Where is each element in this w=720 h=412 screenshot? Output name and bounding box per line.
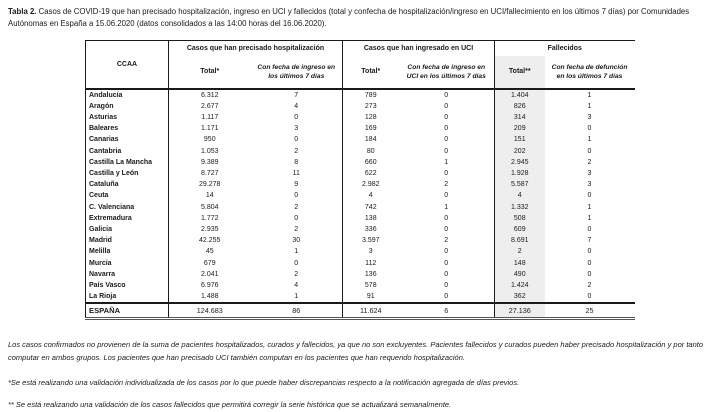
table-row — [86, 123, 635, 134]
value-cell: 789 — [364, 91, 377, 99]
table-row — [86, 168, 635, 179]
value-cell: 336 — [364, 225, 377, 233]
value-cell: 1.772 — [200, 214, 219, 222]
value-cell: 1.117 — [201, 113, 219, 121]
value-cell: 209 — [495, 123, 545, 134]
ccaa-cell: Baleares — [86, 123, 169, 134]
value-cell: 5.804 — [200, 203, 219, 211]
value-cell: 4 — [251, 280, 343, 291]
table-row — [86, 213, 635, 224]
value-cell: 9.389 — [200, 158, 219, 166]
value-cell: 5.587 — [495, 179, 545, 190]
ccaa-cell: Galicia — [86, 224, 169, 235]
footnote-double-asterisk: ** Se está realizando una validación de los casos fallecidos que permitirá corregir la serie histórica que se actualizará semanalmente. — [8, 400, 452, 409]
value-cell: 1 — [251, 246, 343, 257]
value-cell: 45 — [205, 248, 214, 256]
total-row — [86, 303, 635, 318]
value-cell: 362 — [495, 291, 545, 303]
value-cell: 2 — [251, 269, 343, 280]
caption-text: Casos de COVID-19 que han precisado hospitalización, ingreso en UCI y fallecidos (total y confecha de hospitalización/ingreso en UCI/fallecimiento en los últimos 7 días) por Comunidades Autónomas en España a 15.06.2020 (datos consolidados a las 14:00 horas del 16.06.2020). — [8, 7, 690, 28]
section-header-hospitalization: Casos que han precisado hospitalización — [169, 41, 343, 56]
value-cell: 2.677 — [200, 102, 219, 110]
subheader-deaths-last7days: Con fecha de defunción en los últimos 7 días — [545, 56, 635, 89]
value-cell: 9 — [251, 179, 343, 190]
value-cell: 314 — [495, 112, 545, 123]
value-cell: 0 — [587, 270, 592, 278]
table-row — [86, 101, 635, 112]
value-cell: 2 — [587, 158, 592, 166]
value-cell: 112 — [365, 259, 377, 267]
ccaa-cell: Aragón — [86, 101, 169, 112]
table-row — [86, 146, 635, 157]
table-row — [86, 269, 635, 280]
value-cell: 660 — [364, 158, 377, 166]
value-cell: 11.624 — [343, 303, 399, 318]
value-cell: 0 — [399, 89, 495, 101]
value-cell: 1 — [587, 214, 592, 222]
table-row — [86, 202, 635, 213]
header-ccaa: CCAA — [86, 41, 169, 89]
value-cell: 128 — [364, 113, 377, 121]
value-cell: 2 — [251, 224, 343, 235]
value-cell: 0 — [399, 123, 495, 134]
subheader-icu-total: Total* — [343, 56, 399, 89]
value-cell: 742 — [364, 203, 377, 211]
value-cell: 4 — [495, 190, 545, 201]
ccaa-cell: Extremadura — [86, 213, 169, 224]
ccaa-cell: C. Valenciana — [86, 202, 169, 213]
ccaa-cell: Navarra — [86, 269, 169, 280]
value-cell: 0 — [587, 192, 592, 200]
subheader-icu-last7days: Con fecha de ingreso en UCI en los últimos 7 días — [399, 56, 495, 89]
table-row — [86, 112, 635, 123]
value-cell: 1.404 — [495, 89, 545, 101]
value-cell: 124.683 — [169, 303, 251, 318]
value-cell: 609 — [495, 224, 545, 235]
value-cell: 1 — [399, 157, 495, 168]
value-cell: 1.332 — [495, 202, 545, 213]
value-cell: 2.945 — [495, 157, 545, 168]
value-cell: 0 — [399, 291, 495, 303]
ccaa-cell: Castilla La Mancha — [86, 157, 169, 168]
value-cell: 0 — [399, 213, 495, 224]
value-cell: 42.255 — [199, 237, 221, 245]
value-cell: 0 — [399, 224, 495, 235]
value-cell: 6.312 — [200, 91, 219, 99]
table-row — [86, 134, 635, 145]
table-row — [86, 258, 635, 269]
value-cell: 4 — [368, 192, 373, 200]
value-cell: 202 — [495, 146, 545, 157]
value-cell: 6 — [399, 303, 495, 318]
value-cell: 8 — [251, 157, 343, 168]
value-cell: 0 — [399, 101, 495, 112]
value-cell: 0 — [587, 225, 592, 233]
value-cell: 2.935 — [200, 225, 219, 233]
table-body — [86, 89, 635, 304]
ccaa-cell: Madrid — [86, 235, 169, 246]
value-cell: 1.053 — [200, 147, 219, 155]
value-cell: 0 — [399, 246, 495, 257]
table-row — [86, 235, 635, 246]
value-cell: 4 — [251, 101, 343, 112]
footnote-single-asterisk: *Se está realizando una validación individualizada de los casos por lo que puede haber discrepancias respecto a la notificación agregada de días previos. — [8, 378, 520, 387]
value-cell: 0 — [251, 190, 343, 201]
value-cell: 273 — [364, 102, 377, 110]
value-cell: 3 — [587, 113, 592, 121]
covid-table — [85, 40, 635, 320]
table-row — [86, 179, 635, 190]
value-cell: 7 — [251, 89, 343, 101]
footnote-disclaimer: Los casos confirmados no provienen de la suma de pacientes hospitalizados, curados y fallecidos, ya que no son excluyentes. Pacientes fallecidos y curados pueden haber precisado hospitalización y por tanto computar en ambos grupos. Los pacientes que han precisado UCI también computan en los pacientes que han requerido hospitalización. — [8, 340, 704, 362]
value-cell: 80 — [366, 147, 375, 155]
value-cell: 2 — [495, 246, 545, 257]
value-cell: 138 — [364, 214, 377, 222]
ccaa-cell: La Rioja — [86, 291, 169, 303]
value-cell: 3 — [251, 123, 343, 134]
ccaa-cell: Murcia — [86, 258, 169, 269]
value-cell: 0 — [587, 293, 592, 301]
value-cell: 0 — [399, 146, 495, 157]
value-cell: 0 — [399, 134, 495, 145]
value-cell: 184 — [364, 136, 377, 144]
value-cell: 86 — [251, 303, 343, 318]
table-row — [86, 190, 635, 201]
table-row — [86, 89, 635, 101]
value-cell: 3.597 — [361, 237, 380, 245]
value-cell: 7 — [587, 237, 592, 245]
value-cell: 8.727 — [200, 169, 219, 177]
value-cell: 508 — [495, 213, 545, 224]
value-cell: 136 — [364, 270, 377, 278]
value-cell: 2 — [251, 146, 343, 157]
ccaa-cell: Castilla y León — [86, 168, 169, 179]
section-header-deaths: Fallecidos — [547, 44, 582, 52]
value-cell: 0 — [587, 147, 592, 155]
value-cell: 8.691 — [495, 235, 545, 246]
value-cell: 2 — [399, 235, 495, 246]
section-header-icu: Casos que han ingresado en UCI — [343, 41, 495, 56]
ccaa-cell: Ceuta — [86, 190, 169, 201]
table-total — [86, 303, 635, 318]
value-cell: 1 — [399, 202, 495, 213]
value-cell: 148 — [495, 258, 545, 269]
ccaa-cell: Asturias — [86, 112, 169, 123]
subheader-hosp-last7days: Con fecha de ingreso en los últimos 7 días — [251, 56, 343, 89]
ccaa-cell: Andalucía — [86, 89, 169, 101]
value-cell: 3 — [368, 248, 373, 256]
subheader-hosp-total: Total* — [169, 56, 251, 89]
value-cell: 490 — [495, 269, 545, 280]
value-cell: 0 — [399, 280, 495, 291]
value-cell: 14 — [205, 192, 214, 200]
ccaa-cell: Cantabria — [86, 146, 169, 157]
value-cell: 0 — [587, 259, 592, 267]
value-cell: 622 — [364, 169, 377, 177]
table-row — [86, 224, 635, 235]
value-cell: 578 — [364, 281, 377, 289]
value-cell: 1.928 — [495, 168, 545, 179]
value-cell: 1.171 — [200, 125, 219, 133]
value-cell: 1.424 — [495, 280, 545, 291]
value-cell: 2 — [251, 202, 343, 213]
footnotes — [8, 338, 716, 411]
table-row — [86, 280, 635, 291]
value-cell: 679 — [203, 259, 216, 267]
ccaa-cell: ESPAÑA — [86, 303, 169, 318]
value-cell: 169 — [364, 125, 377, 133]
value-cell: 1 — [587, 203, 592, 211]
value-cell: 151 — [495, 134, 545, 145]
value-cell: 0 — [399, 168, 495, 179]
value-cell: 0 — [399, 269, 495, 280]
value-cell: 6.976 — [200, 281, 219, 289]
ccaa-cell: País Vasco — [86, 280, 169, 291]
value-cell: 826 — [495, 101, 545, 112]
value-cell: 3 — [587, 181, 592, 189]
table-caption — [8, 6, 708, 29]
value-cell: 1 — [587, 102, 592, 110]
value-cell: 3 — [587, 169, 592, 177]
value-cell: 0 — [251, 213, 343, 224]
value-cell: 91 — [366, 293, 375, 301]
ccaa-cell: Cataluña — [86, 179, 169, 190]
value-cell: 27.136 — [495, 303, 545, 318]
value-cell: 0 — [251, 258, 343, 269]
value-cell: 2 — [399, 179, 495, 190]
value-cell: 0 — [587, 125, 592, 133]
value-cell: 11 — [251, 168, 343, 179]
value-cell: 1 — [251, 291, 343, 303]
table-row — [86, 246, 635, 257]
value-cell: 1 — [587, 91, 592, 99]
value-cell: 1 — [587, 136, 592, 144]
value-cell: 2.982 — [361, 181, 380, 189]
ccaa-cell: Melilla — [86, 246, 169, 257]
value-cell: 0 — [587, 248, 592, 256]
value-cell: 0 — [251, 112, 343, 123]
value-cell: 30 — [251, 235, 343, 246]
table-row — [86, 291, 635, 303]
value-cell: 2.041 — [200, 270, 219, 278]
value-cell: 2 — [587, 281, 592, 289]
value-cell: 0 — [399, 258, 495, 269]
value-cell: 0 — [399, 190, 495, 201]
caption-label: Tabla 2. — [8, 7, 37, 16]
value-cell: 29.278 — [199, 181, 221, 189]
value-cell: 1.488 — [200, 293, 219, 301]
value-cell: 950 — [203, 136, 216, 144]
table-header — [86, 41, 635, 89]
value-cell: 25 — [545, 303, 635, 318]
subheader-deaths-total: Total** — [495, 56, 545, 89]
value-cell: 0 — [399, 112, 495, 123]
value-cell: 0 — [251, 134, 343, 145]
table-row — [86, 157, 635, 168]
ccaa-cell: Canarias — [86, 134, 169, 145]
